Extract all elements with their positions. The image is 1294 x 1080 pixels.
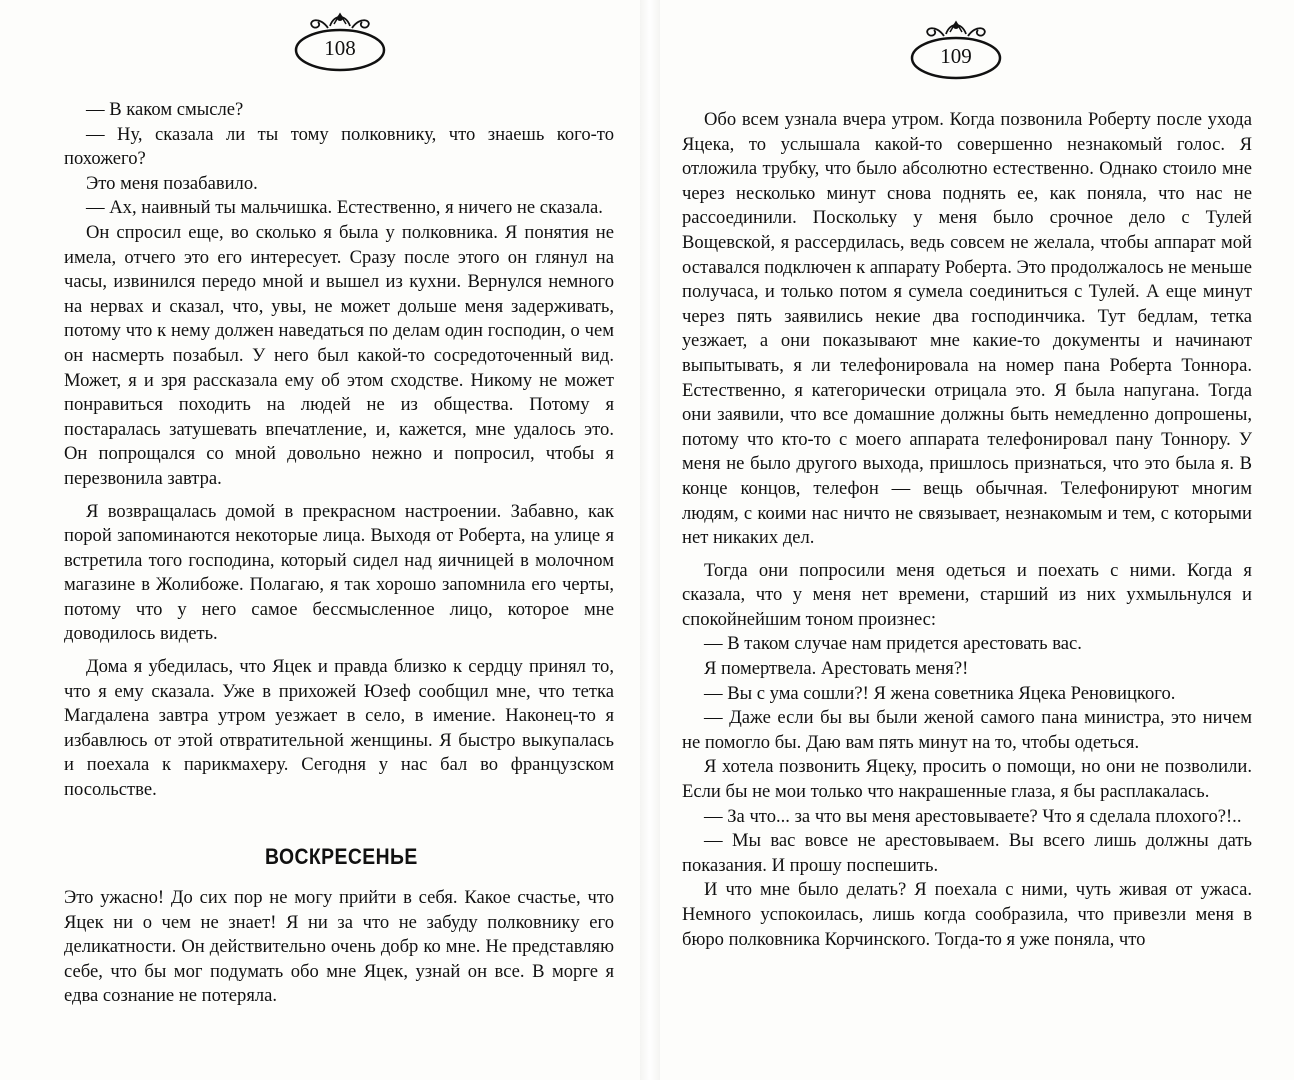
page-number-ornament: [886, 14, 1026, 84]
paragraph: И что мне было делать? Я поехала с ними, чуть живая от ужаса. Немного успокоилась, лишь когда сообразила, что привезли меня в бюро полковника Корчинского. Тогда-то я уже поняла, что: [682, 879, 1252, 950]
paragraph: Дома я убедилась, что Яцек и правда близко к сердцу принял то, что я ему сказала. Уже в прихожей Юзеф сообщил мне, что тетка Магдалена завтра утром уезжает в село, в имение. Наконец-то я избавлюсь от этой отвратительной женщины. Я быстро выкупалась и поехала к парикмахеру. Сегодня у нас бал во французском посольстве.: [64, 656, 614, 801]
body-text: [682, 108, 1252, 952]
paragraph: — Вы с ума сошли?! Я жена советника Яцека Реновицкого.: [704, 682, 1176, 704]
section-heading: ВОСКРЕСЕНЬЕ: [265, 844, 418, 869]
paragraph: — Мы вас вовсе не арестовываем. Вы всего лишь должны дать показания. И прошу поспешить.: [682, 830, 1252, 876]
paragraph: — Ах, наивный ты мальчишка. Естественно, я ничего не сказала.: [86, 197, 603, 219]
paragraph: — В каком смысле?: [86, 99, 244, 120]
page-number-ornament: [270, 6, 410, 76]
paragraph: Он спросил еще, во сколько я была у полковника. Я понятия не имела, отчего это его интересует. Сразу после этого он глянул на часы, извинился передо мной и вышел из кухни. Вернулся немного на нервах и сказал, что, увы, не может дольше меня задерживать, потому что к нему должен наведаться по делам один господин, о чем он насмерть позабыл. У него был какой-то сосредоточенный вид. Может, я и зря рассказала ему об этом сходстве. Никому не может понравиться походить на людей не из общества. Потому я постаралась затушевать впечатление, и, кажется, мне удалось это. Он попрощался со мной довольно нежно и попросил, чтобы я перезвонила завтра.: [64, 221, 614, 489]
page-number: 108: [324, 36, 356, 60]
book-gutter: [640, 0, 660, 1080]
body-text-bottom: [64, 886, 614, 1009]
page-number: 109: [940, 44, 972, 68]
paragraph: Я возвращалась домой в прекрасном настроении. Забавно, как порой запоминаются некоторые лица. Выходя от Роберта, на улице я встретила того господина, который сидел над яичницей в молочном магазине в Жолибоже. Полагаю, я так хорошо запомнила его черты, потому что у него самое бессмысленное лицо, которое мне доводилось видеть.: [64, 500, 614, 645]
paragraph: Тогда они попросили меня одеться и поехать с ними. Когда я сказала, что у меня нет времени, старший из них ухмыльнулся и спокойнейшим тоном произнес:: [682, 559, 1252, 630]
paragraph: — За что... за что вы меня арестовываете? Что я сделала плохого?!..: [704, 805, 1242, 827]
right-page: [660, 0, 1294, 1080]
paragraph: Это ужасно! До сих пор не могу прийти в себя. Какое счастье, что Яцек ни о чем не знает! Я ни за что не забуду полковнику его деликатности. Он действительно очень добр ко мне. Не представляю себе, что бы мог подумать обо мне Яцек, узнай он все. В морге я едва сознание не потеряла.: [64, 887, 614, 1007]
paragraph: Обо всем узнала вчера утром. Когда позвонила Роберту после ухода Яцека, то услышала какой-то совершенно незнакомый голос. Я отложила трубку, что было абсолютно естественно. Однако стоило мне через несколько минут снова поднять ее, как поняла, что нас не рассоединили. Поскольку у меня было срочное дело с Тулей Вощевской, я рассердилась, ведь совсем не желала, чтобы аппарат мой оставался подключен к аппарату Роберта. Это продолжалось не меньше получаса, и только потом я сумела соединиться с Тулей. А еще минут через пять заявились некие два господинчика. Тут бедлам, тетка уезжает, а они показывают мне какие-то документы и начинают выпытывать, я ли телефонировала на номер пана Роберта Тоннора. Естественно, я категорически отрицала это. Я была напугана. Тогда они заявили, что все домашние должны быть немедленно допрошены, потому что кто-то с моего аппарата телефонировал пану Тоннору. У меня не было другого выхода, пришлось признаться, что это была я. В конце концов, телефон — вещь обычная. Телефонируют многим людям, с коими нас ничто не связывает, незнакомым и тем, с которыми нет никаких дел.: [682, 109, 1252, 549]
paragraph: Я хотела позвонить Яцеку, просить о помощи, но они не позволили. Если бы не мои только что накрашенные глаза, я бы расплакалась.: [682, 756, 1252, 803]
paragraph: — Даже если бы вы были женой самого пана министра, это ничем не помогло бы. Даю вам пять минут на то, чтобы одеться.: [682, 707, 1252, 753]
left-page: [0, 0, 640, 1080]
paragraph: — В таком случае нам придется арестовать вас.: [704, 633, 1082, 655]
paragraph: — Ну, сказала ли ты тому полковнику, что знаешь кого-то похожего?: [64, 123, 614, 170]
body-text-top: [64, 98, 614, 803]
paragraph: Это меня позабавило.: [86, 172, 258, 194]
paragraph: Я помертвела. Арестовать меня?!: [704, 658, 969, 680]
